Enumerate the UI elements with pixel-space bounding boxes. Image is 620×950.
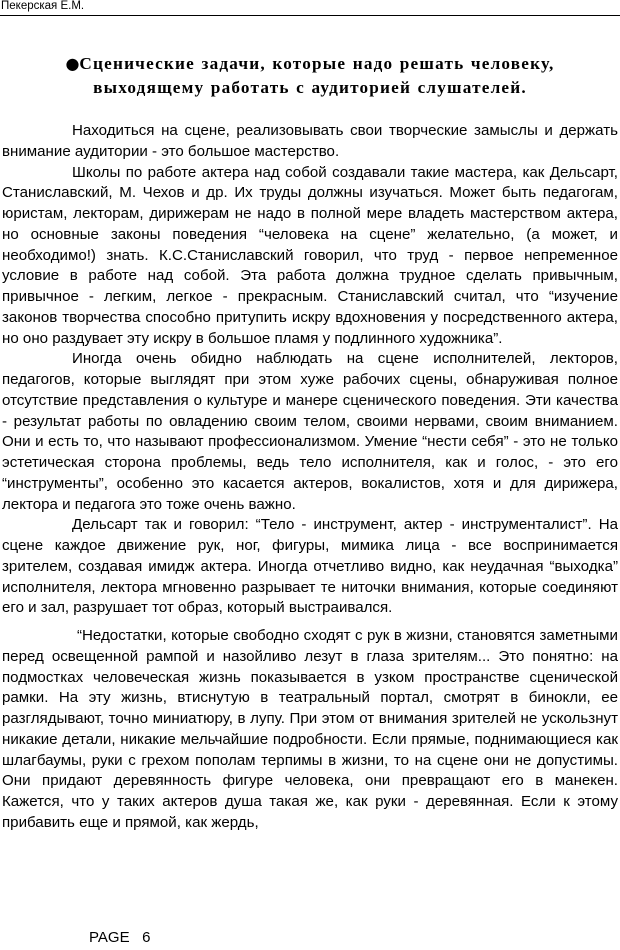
running-header (0, 0, 620, 16)
quote-paragraph: “Недостатки, которые свободно сходят с рук в жизни, становятся заметными перед освещенной рампой и назойливо лезут в глаза зрителям... Это понятно: на подмостках человеческая жизнь показывается в узком пространстве сценической рамки. На эту жизнь, втиснутую в театральный портал, смотрят в бинокли, ее разглядывают, точно миниатюру, в лупу. При этом от внимания зрителей не ускользнут никакие детали, никакие мельчайшие подробности. Если прямые, поднимающиеся как шлагбаумы, руки с грехом пополам терпимы в жизни, то на сцене они не допустимы. Они придают деревянность фигуре человека, они превращают его в манекен. Кажется, что у таких актеров душа такая же, как руки - деревянная. Если к этому прибавить еще и прямой, как жердь, (2, 627, 618, 831)
paragraph: Школы по работе актера над собой создавали такие мастера, как Дельсарт, Станиславский, М. Чехов и др. Их труды должны изучаться. Может быть педагогам, юристам, лекторам, дирижерам не надо в полной мере владеть мастерством актера, но основные законы поведения “человека на сцене” желательно, (а может, и необходимо!) знать. К.С.Станиславский говорил, что труд - первое непременное условие в работе над собой. Эта работа должна трудное сделать привычным, привычное - легким, легкое - прекрасным. Станиславский считал, что “изучение законов творчества способно притупить искру вдохновения у посредственного актера, но оно раздувает эту искру в большое пламя у подлинного художника”. (2, 163, 618, 347)
page-number: 6 (142, 929, 151, 946)
paragraph: Иногда очень обидно наблюдать на сцене исполнителей, лекторов, педагогов, которые выглядят при этом хуже рабочих сцены, обнаруживая полное отсутствие представления о культуре и манере сценического поведения. Эти качества - результат работы по овладению своим телом, своими нервами, своим вниманием. Они и есть то, что называют профессионализмом. Умение “нести себя” - это не только эстетическая сторона проблемы, ведь тело исполнителя, как и голос, - это его “инструменты”, особенно это касается актеров, вокалистов, хотя и для дирижера, лектора и педагога это тоже очень важно. (2, 350, 618, 513)
body-text (2, 121, 618, 834)
bullet-icon: ● (65, 54, 80, 73)
section-title: Сценические задачи, которые надо решать человеку, выходящему работать с аудиторией слушателей. (79, 54, 555, 97)
section-heading (14, 52, 606, 100)
page-footer (89, 929, 150, 947)
author-name: Пекерская Е.М. (1, 0, 85, 12)
paragraph: Дельсарт так и говорил: “Тело - инструмент, актер - инструменталист”. На сцене каждое движение рук, ног, фигуры, мимика лица - все воспринимается зрителем, создавая имидж актера. Иногда отчетливо видно, как неудачная “выходка” исполнителя, лектора мгновенно разрывает те ниточки внимания, которые соединяют его и зал, разрушает тот образ, который выстраивался. (2, 516, 618, 617)
paragraph: Находиться на сцене, реализовывать свои творческие замыслы и держать внимание аудитории - это большое мастерство. (2, 122, 618, 160)
page-label: PAGE (89, 929, 130, 946)
